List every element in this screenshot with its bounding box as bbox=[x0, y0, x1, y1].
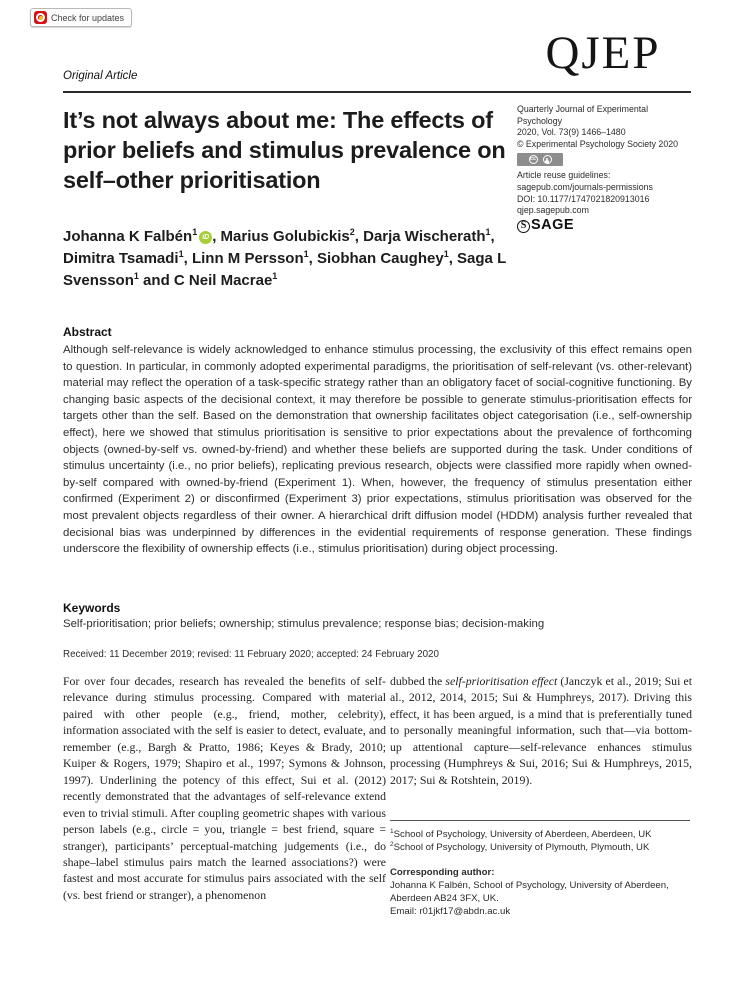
cc-icon: cc bbox=[529, 156, 537, 163]
cc-by-person-icon bbox=[543, 155, 552, 164]
affiliation-2-text: School of Psychology, University of Plymouth, Plymouth, UK bbox=[393, 842, 650, 853]
corresponding-author-address: Johanna K Falbén, School of Psychology, University of Aberdeen, Aberdeen AB24 3FX, UK. bbox=[390, 880, 669, 904]
cc-by-license-icon[interactable] bbox=[517, 153, 563, 166]
orcid-icon[interactable]: iD bbox=[199, 231, 212, 244]
body-right-paragraph: dubbed the self-prioritisation effect (Janczyk et al., 2019; Sui et al., 2012, 2014, 2015; Sui & Humphreys, 2017). Driving this effect, it has been argued, is a mind that is preferentially tuned to personally meaningful information, such that—via bottom-up attentional capture—self-relevance enhances stimulus processing (Humphreys & Sui, 2016; Sui & Humphreys, 2015, 2017; Sui & Rotshtein, 2019). bbox=[390, 674, 692, 787]
footnote-block bbox=[390, 828, 692, 918]
journal-site-link[interactable]: qjep.sagepub.com bbox=[517, 205, 589, 216]
check-for-updates-button[interactable] bbox=[30, 8, 132, 27]
authors-line: Johanna K Falbén$^1$iD , Marius Golubickis$^2$, Darja Wischerath$^1$, Dimitra Tsamadi$^1$, Linn M Persson$^1$, Siobhan Caughey$^1$, Saga L Svensson$^1$ and C Neil Macrae$^1$ bbox=[63, 227, 506, 289]
affiliation-1-sup: 1 bbox=[390, 827, 394, 835]
body-left-paragraph: For over four decades, research has revealed the benefits of self-relevance during stimulus processing. Compared with material paired with other people (e.g., friend, mother, celebrity), information associated with the self is easier to detect, evaluate, and remember (e.g., Bargh & Pratto, 1986; Keyes & Brady, 2010; Kuiper & Rogers, 1979; Shapiro et al., 1997; Symons & Johnson, 1997). Underlining the potency of this effect, Sui et al. (2012) recently demonstrated that the advantages of self-relevance extend even to trivial stimuli. After coupling geometric shapes with various person labels (e.g., circle = you, triangle = best friend, square = stranger), participants’ perceptual-matching judgements (i.e., do shape–label stimulus pairs match the learned associations?) were fastest and most accurate for stimulus pairs associated with the self (vs. best friend or stranger), a phenomenon bbox=[63, 674, 386, 902]
paper-title: It’s not always about me: The effects of prior beliefs and stimulus prevalence on self–other prioritisation bbox=[63, 107, 506, 193]
affiliation-2 bbox=[390, 841, 692, 854]
copyright-line: © Experimental Psychology Society 2020 bbox=[517, 138, 678, 149]
qjep-journal-logo: QJEP bbox=[545, 27, 661, 79]
corresponding-author-heading: Corresponding author: bbox=[390, 867, 495, 878]
doi-line: DOI: 10.1177/1747021820913016 bbox=[517, 193, 650, 204]
footnote-divider bbox=[390, 820, 690, 821]
email-link[interactable]: r01jkf17@abdn.ac.uk bbox=[419, 906, 511, 917]
journals-permissions-link[interactable]: sagepub.com/journals-permissions bbox=[517, 181, 653, 192]
journal-name-line2: Psychology bbox=[517, 115, 562, 126]
abstract-heading: Abstract bbox=[63, 325, 112, 339]
article-type-label: Original Article bbox=[63, 70, 138, 82]
email-label: Email: bbox=[390, 906, 420, 917]
sage-wordmark: SAGE bbox=[531, 217, 575, 234]
journal-meta-column bbox=[517, 104, 697, 233]
reuse-guidelines-label: Article reuse guidelines: bbox=[517, 170, 611, 181]
sage-s-icon: S bbox=[517, 220, 530, 233]
received-dates-note: Received: 11 December 2019; revised: 11 February 2020; accepted: 24 February 2020 bbox=[63, 649, 439, 660]
check-for-updates-label: Check for updates bbox=[51, 12, 125, 23]
sage-logo bbox=[517, 217, 697, 234]
corresponding-author-email-line bbox=[390, 905, 692, 918]
affiliation-1 bbox=[390, 828, 692, 841]
keywords-heading: Keywords bbox=[63, 601, 121, 615]
volume-issue-pages: 2020, Vol. 73(9) 1466–1480 bbox=[517, 127, 626, 138]
affiliation-2-sup: 2 bbox=[390, 840, 394, 848]
header-rule bbox=[63, 91, 691, 93]
abstract-text: Although self-relevance is widely acknowledged to enhance stimulus processing, the exclusivity of this effect remains open to question. In particular, in commonly adopted experimental paradigms, the prioritisation of self-relevant (vs. other-relevant) material may reflect the operation of a task-specific strategy rather than an obligatory facet of social-cognitive functioning. By changing basic aspects of the decisional context, it may therefore be possible to generate stimulus-prioritisation effects for targets other than the self. Based on the demonstration that ownership facilitates object categorisation (i.e., self-ownership effect), here we showed that stimulus prioritisation is sensitive to prior expectations about the prevalence of forthcoming objects (owned-by-self vs. owned-by-friend) and whether these beliefs are supported during the task. Under conditions of stimulus uncertainty (i.e., no prior beliefs), replicating previous research, objects were classified more rapidly when owned-by-self compared with owned-by-friend (Experiment 1). When, however, the frequency of stimulus presentation either confirmed (Experiment 2) or disconfirmed (Experiment 3) prior expectations, stimulus prioritisation was observed for the most prevalent objects regardless of their owner. A hierarchical drift diffusion model (HDDM) analysis further revealed that decisional bias was underpinned by differences in the evidential requirements of response generation. These findings underscore the flexibility of ownership effects (i.e., stimulus prioritisation) during object processing. bbox=[63, 344, 692, 556]
crossmark-icon bbox=[34, 11, 47, 24]
journal-name-line1: Quarterly Journal of Experimental bbox=[517, 104, 649, 114]
keywords-text: Self-prioritisation; prior beliefs; ownership; stimulus prevalence; response bias; decision-making bbox=[63, 618, 545, 630]
affiliation-1-text: School of Psychology, University of Aberdeen, Aberdeen, UK bbox=[393, 829, 652, 840]
